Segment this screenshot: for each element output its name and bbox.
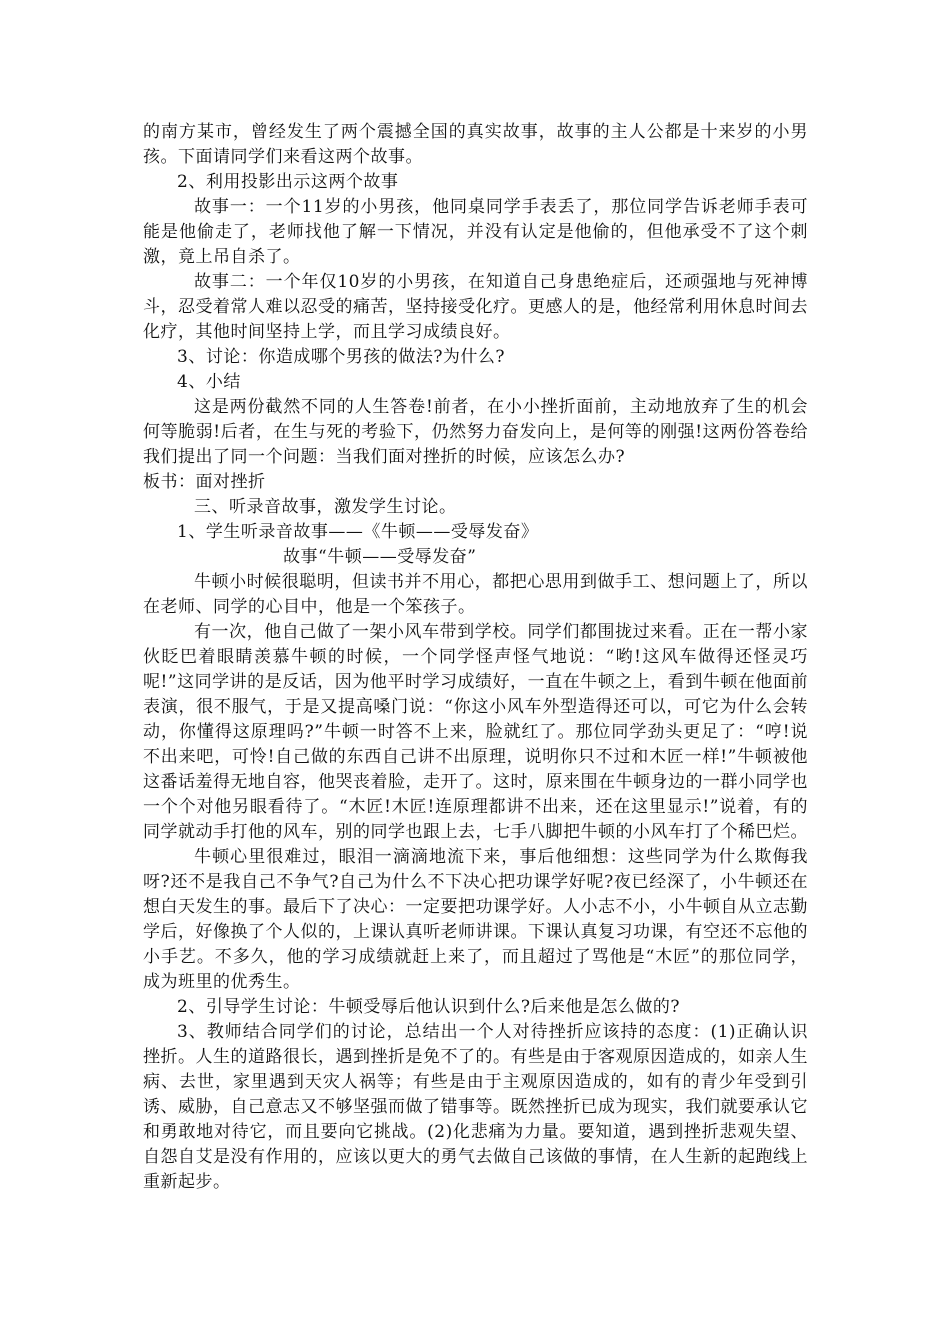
list-item-discussion: 3、讨论：你造成哪个男孩的做法?为什么? <box>177 347 506 367</box>
paragraph-intro-continued: 的南方某市，曾经发生了两个震撼全国的真实故事，故事的主人公都是十来岁的小男孩。下面请同学们来看这两个故事。 <box>143 122 808 167</box>
paragraph-board-note: 板书：面对挫折 <box>143 472 266 492</box>
list-item-guide-discussion: 2、引导学生讨论：牛顿受辱后他认识到什么?后来他是怎么做的? <box>177 997 681 1017</box>
paragraph-summary: 这是两份截然不同的人生答卷!前者，在小小挫折面前，主动地放弃了生的机会何等脆弱!后者，在生与死的考验下，仍然努力奋发向上，是何等的刚强!这两份答卷给我们提出了同一个问题：当我们面对挫折的时候，应该怎么办? <box>143 397 808 467</box>
paragraph-newton-windmill: 有一次，他自己做了一架小风车带到学校。同学们都围拢过来看。正在一帮小家伙眨巴着眼睛羡慕牛顿的时候，一个同学怪声怪气地说：“哟!这风车做得还怪灵巧呢!”这同学讲的是反话，因为他平时学习成绩好，一直在牛顿之上，看到牛顿在他面前表演，很不服气，于是又提高嗓门说：“你这小风车外型造得还可以，可它为什么会转动，你懂得这原理吗?”牛顿一时答不上来，脸就红了。那位同学劲头更足了：“哼!说不出来吧，可怜!自己做的东西自己讲不出原理，说明你只不过和木匠一样!”牛顿被他这番话羞得无地自容，他哭丧着脸，走开了。这时，原来围在牛顿身边的一群小同学也一个个对他另眼看待了。“木匠!木匠!连原理都讲不出来，还在这里显示!”说着，有的同学就动手打他的风车，别的同学也跟上去，七手八脚把牛顿的小风车打了个稀巴烂。 <box>143 622 808 842</box>
paragraph-story-two: 故事二：一个年仅10岁的小男孩，在知道自己身患绝症后，还顽强地与死神博斗，忍受着常人难以忍受的痛苦，坚持接受化疗。更感人的是，他经常利用休息时间去化疗，其他时间坚持上学，而且学习成绩良好。 <box>143 272 808 342</box>
list-item-teacher-summary: 3、教师结合同学们的讨论，总结出一个人对待挫折应该持的态度：(1)正确认识挫折。人生的道路很长，遇到挫折是免不了的。有些是由于客观原因造成的，如亲人生病、去世，家里遇到天灾人祸等；有些是由于主观原因造成的，如有的青少年受到引诱、威胁，自己意志又不够坚强而做了错事等。既然挫折已成为现实，我们就要承认它和勇敢地对待它，而且要向它挑战。(2)化悲痛为力量。要知道，遇到挫折悲观失望、自怨自艾是没有作用的，应该以更大的勇气去做自己该做的事情，在人生新的起跑线上重新起步。 <box>143 1022 808 1192</box>
paragraph-newton-resolve: 牛顿心里很难过，眼泪一滴滴地流下来，事后他细想：这些同学为什么欺侮我呀?还不是我自己不争气?自己为什么不下决心把功课学好呢?夜已经深了，小牛顿还在想白天发生的事。最后下了决心：一定要把功课学好。人小志不小，小牛顿自从立志勤学后，好像换了个人似的，上课认真听老师讲课。下课认真复习功课，有空还不忘他的小手艺。不多久，他的学习成绩就赶上来了，而且超过了骂他是“木匠”的那位同学，成为班里的优秀生。 <box>143 847 808 992</box>
story-title: 故事“牛顿——受辱发奋” <box>283 547 477 567</box>
list-item-projection: 2、利用投影出示这两个故事 <box>177 172 399 192</box>
list-item-summary-heading: 4、小结 <box>177 372 241 392</box>
section-heading-three: 三、听录音故事，激发学生讨论。 <box>194 497 457 517</box>
paragraph-newton-childhood: 牛顿小时候很聪明，但读书并不用心，都把心思用到做手工、想问题上了，所以在老师、同学的心目中，他是一个笨孩子。 <box>143 572 808 617</box>
paragraph-story-one: 故事一：一个11岁的小男孩，他同桌同学手表丢了，那位同学告诉老师手表可能是他偷走了，老师找他了解一下情况，并没有认定是他偷的，但他承受不了这个刺激，竟上吊自杀了。 <box>143 197 808 267</box>
list-item-listen-story: 1、学生听录音故事——《牛顿——受辱发奋》 <box>177 522 539 542</box>
document-body <box>143 120 808 1195</box>
